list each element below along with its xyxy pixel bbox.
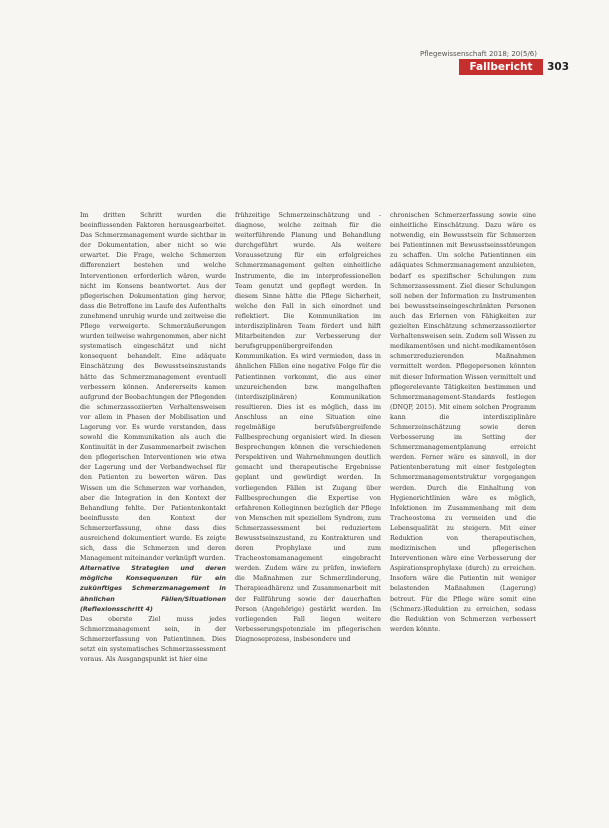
- journal-citation: Pflegewissenschaft 2018; 20(5/6): [420, 50, 537, 58]
- body-paragraph: Das oberste Ziel muss jedes Schmerzmanagement sein, in der Schmerzerfassung von Patientinnen. Dies setzt ein systematisches Schmerzassessment voraus. Als Ausgangspunkt ist hier eine: [80, 615, 226, 664]
- body-paragraph: Im dritten Schritt wurden die beeinflussenden Faktoren herausgearbeitet. Das Schmerzmanagement wurde sichtbar in der Dokumentation, aber nicht so wie erwartet. Die Frage, welche Schmerzen differenziert bestehen und welche Interventionen erforderlich wären, wurde nicht im Konsens beantwortet. Aus der pflegerischen Dokumentation ging hervor, dass die Betroffene im Laufe des Aufenthalts zunehmend unruhig wurde und zeitweise die Pflege verweigerte. Schmerzäußerungen wurden teilweise wahrgenommen, aber nicht systematisch eingeschätzt und nicht konsequent behandelt. Eine adäquate Einschätzung des Bewusstseinszustands hätte das Schmerzmanagement eventuell verbessern können. Andererseits kamen aufgrund der Beobachtungen der Pflegenden die schmerzassoziierten Verhaltensweisen vor allem in Phasen der Mobilisation und Lagerung vor. Es wurde verstanden, dass sowohl die Kommunikation als auch die Kontinuität in der Zusammenarbeit zwischen den pflegerischen Interventionen wie etwa der Lagerung und der Verbandwechsel für den Patienten zu bewerten wären. Das Wissen um die Schmerzen war vorhanden, aber die Integration in den Kontext der Behandlung fehlte. Der Patientenkontakt beeinflusste den Kontext der Schmerzerfassung, ohne dass dies ausreichend dokumentiert wurde. Es zeigte sich, dass die Schmerzen und deren Management miteinander verknüpft wurden.: [80, 212, 226, 563]
- column-1: [80, 211, 226, 816]
- body-paragraph: frühzeitige Schmerzeinschätzung und -diagnose, welche zeitnah für die weiterführende Planung und Behandlung durchgeführt wurde. Als weitere Voraussetzung für ein erfolgreiches Schmerzmanagement gelten einheitliche Instrumente, die im interprofessionellen Team genutzt und gepflegt werden. In diesem Sinne hätte die Pflege Sicherheit, welche den Fall in sich einordnet und reflektiert. Die Kommunikation im interdisziplinären Team fördert und hilft Mitarbeitenden zur Verbesserung der berufsgruppenübergreifenden Kommunikation. Es wird vermieden, dass in ähnlichen Fällen eine negative Folge für die Patientinnen vorkommt, die aus einer unzureichenden bzw. mangelhaften (interdisziplinären) Kommunikation resultieren. Dies ist es möglich, dass im Anschluss an eine Situation eine regelmäßige berufsübergreifende Fallbesprechung organisiert wird. In diesen Besprechungen können die verschiedenen Perspektiven und Wahrnehmungen deutlich gemacht und therapeutische Ergebnisse geplant und gewürdigt werden. In vorliegenden Fällen ist Zugang über Fallbesprechungen die Expertise von erfahrenen Kolleginnen bezüglich der Pflege von Menschen mit speziellem Syndrom, zum Schmerzassessment bei reduziertem Bewusstseinszustand, zu Kontrakturen und deren Prophylaxe und zum Tracheostomamanagement eingebracht werden. Zudem wäre zu prüfen, inwiefern die Maßnahmen zur Schmerzlinderung, Therapieadhärenz und Zusammenarbeit mit der Fallführung sowie der dauerhaften Person (Angehörige) gestärkt werden. Im vorliegenden Fall liegen weitere Verbesserungspotenziale im pflegerischen Diagnoseprozess, insbesondere und: [235, 212, 381, 643]
- column-3: [390, 211, 536, 816]
- section-rubric-badge: Fallbericht: [459, 59, 543, 75]
- section-heading: Alternative Strategien und deren mögliche Konsequenzen für ein zukünftiges Schmerzmanagement in ähnlichen Fällen/Situationen (Reflexionsschritt 4): [80, 565, 226, 613]
- page-number: 303: [547, 61, 569, 73]
- page-header: [0, 50, 609, 80]
- column-2: [235, 211, 381, 816]
- body-paragraph: chronischen Schmerzerfassung sowie eine einheitliche Einschätzung. Dazu wäre es notwendig, ein Bewusstsein für Schmerzen bei Patientinnen mit Bewusstseinsstörungen zu schaffen. Um solche Patientinnen ein adäquates Schmerzmanagement anzubieten, bedarf es spezifischer Schulungen zum Schmerzassessment. Ziel dieser Schulungen soll neben der Information zu Instrumenten bei bewusstseinseingeschränkten Personen auch das Erlernen von Fähigkeiten zur gezielten Einschätzung schmerzassoziierter Verhaltensweisen sein. Zudem soll Wissen zu medikamentösen und nicht-medikamentösen schmerzreduzierenden Maßnahmen vermittelt werden. Pflegepersonen könnten mit dieser Information Wissen vermittelt und pflegerelevante Tätigkeiten bestimmen und Schmerzmanagement-Standards festlegen (DNQP, 2015). Mit einem solchen Programm kann die interdisziplinäre Schmerzeinschätzung sowie deren Verbesserung im Setting der Schmerzmanagementplanung erreicht werden. Ferner wäre es sinnvoll, in der Patientenberatung mit einer festgelegten Schmerzmanagementstruktur vorgegangen werden. Durch die Einhaltung von Hygienerichtlinien wäre es möglich, Infektionen im Zusammenhang mit dem Tracheostoma zu vermeiden und die Lebensqualität zu steigern. Mit einer Reduktion von therapeutischen, medizinischen und pflegerischen Interventionen wäre eine Verbesserung der Aspirationsprophylaxe (durch) zu erreichen. Insofern wäre die Patientin mit weniger belastenden Maßnahmen (Lagerung) betreut. Für die Pflege wäre somit eine (Schmerz-)Reduktion zu erreichen, sodass die Reduktion von Schmerzen verbessert werden könnte.: [390, 212, 536, 633]
- body-columns: [80, 211, 536, 816]
